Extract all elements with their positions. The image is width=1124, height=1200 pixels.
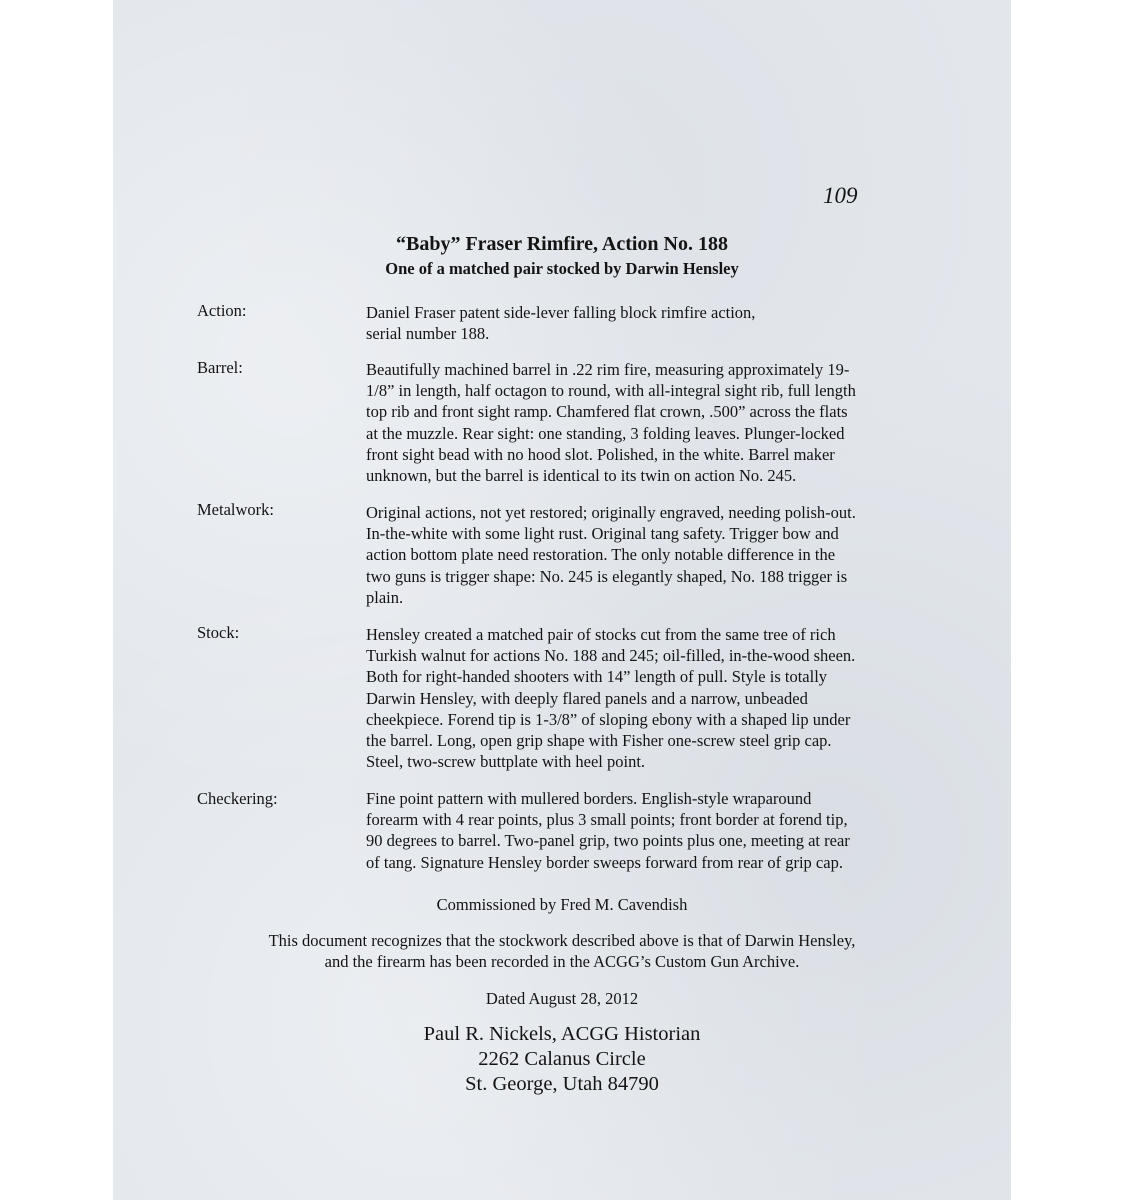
text-line: of tang. Signature Hensley border sweeps forward from rear of grip cap. bbox=[366, 852, 843, 872]
text-line: serial number 188. bbox=[366, 324, 490, 344]
dated-line: Dated August 28, 2012 bbox=[485, 989, 639, 1008]
text-line: Steel, two-screw buttplate with heel point. bbox=[366, 752, 646, 772]
text-line: 1/8” in length, half octagon to round, with all-integral sight rib, full length bbox=[366, 381, 856, 401]
text-line: Daniel Fraser patent side-lever falling block rimfire action, bbox=[366, 303, 756, 322]
text-line: and the firearm has been recorded in the ACGG’s Custom Gun Archive. bbox=[324, 952, 800, 971]
text-line: Fine point pattern with mullered borders. English-style wraparound bbox=[366, 789, 812, 808]
recognition-statement bbox=[0, 930, 1124, 972]
section-label-barrel: Barrel: bbox=[197, 358, 243, 377]
text-line: unknown, but the barrel is identical to its twin on action No. 245. bbox=[366, 466, 797, 486]
page-number: 109 bbox=[823, 183, 858, 208]
commissioned-line: Commissioned by Fred M. Cavendish bbox=[436, 895, 688, 914]
text-line: cheekpiece. Forend tip is 1-3/8” of sloping ebony with a shaped lip under bbox=[366, 709, 851, 729]
section-label-stock: Stock: bbox=[197, 623, 240, 642]
text-line: plain. bbox=[366, 587, 404, 607]
text-line: Both for right-handed shooters with 14” length of pull. Style is totally bbox=[366, 667, 828, 687]
text-line: Beautifully machined barrel in .22 rim fire, measuring approximately 19- bbox=[366, 360, 850, 379]
text-line: Turkish walnut for actions No. 188 and 245; oil-filled, in-the-wood sheen. bbox=[366, 646, 856, 666]
signature-address: 2262 Calanus Circle bbox=[478, 1048, 646, 1070]
section-text-stock bbox=[366, 624, 926, 772]
text-line: action bottom plate need restoration. The only notable difference in the bbox=[366, 545, 836, 565]
signature-city: St. George, Utah 84790 bbox=[465, 1073, 659, 1095]
section-label-checkering: Checkering: bbox=[197, 789, 278, 808]
text-line: at the muzzle. Rear sight: one standing, 3 folding leaves. Plunger-locked bbox=[366, 423, 845, 443]
section-label-metalwork: Metalwork: bbox=[197, 500, 274, 519]
text-line: In-the-white with some light rust. Original tang safety. Trigger bow and bbox=[366, 524, 839, 544]
text-line: top rib and front sight ramp. Chamfered flat crown, .500” across the flats bbox=[366, 402, 848, 422]
document-title: “Baby” Fraser Rimfire, Action No. 188 bbox=[395, 233, 728, 255]
section-text-checkering bbox=[366, 788, 926, 873]
document-subtitle: One of a matched pair stocked by Darwin Hensley bbox=[385, 259, 739, 278]
signature-block bbox=[0, 1022, 1124, 1097]
section-text-action bbox=[366, 302, 926, 344]
text-line: Darwin Hensley, with deeply flared panels and a narrow, unbeaded bbox=[366, 688, 808, 708]
section-text-barrel bbox=[366, 359, 926, 486]
text-line: front sight bead with no hood slot. Polished, in the white. Barrel maker bbox=[366, 444, 835, 464]
text-line: Hensley created a matched pair of stocks cut from the same tree of rich bbox=[366, 625, 836, 644]
text-line: 90 degrees to barrel. Two-panel grip, two points plus one, meeting at rear bbox=[366, 831, 850, 851]
text-line: forearm with 4 rear points, plus 3 small points; front border at forend tip, bbox=[366, 810, 848, 830]
signature-name: Paul R. Nickels, ACGG Historian bbox=[423, 1023, 701, 1045]
section-text-metalwork bbox=[366, 502, 926, 608]
section-label-action: Action: bbox=[197, 301, 247, 320]
text-line: two guns is trigger shape: No. 245 is elegantly shaped, No. 188 trigger is bbox=[366, 566, 848, 586]
text-line: This document recognizes that the stockwork described above is that of Darwin Hensley, bbox=[268, 931, 856, 950]
text-line: Original actions, not yet restored; originally engraved, needing polish-out. bbox=[366, 503, 856, 522]
text-line: the barrel. Long, open grip shape with Fisher one-screw steel grip cap. bbox=[366, 731, 832, 751]
